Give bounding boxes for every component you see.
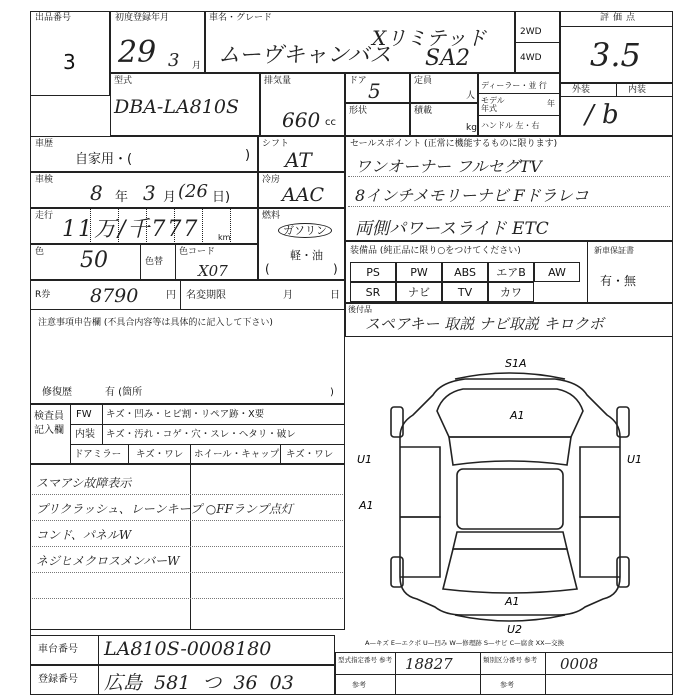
- color-code-label: 色コード: [179, 247, 216, 257]
- diagram-windshield: [449, 437, 571, 465]
- exterior-interior-values: / b: [585, 100, 619, 130]
- diagram-top-note: S1A: [505, 357, 527, 370]
- inspection-month-unit: 月: [163, 190, 177, 205]
- score-value: 3.5: [590, 36, 641, 74]
- inspector-label: 検査員 記入欄: [34, 411, 64, 436]
- equipment-item: ABS: [442, 262, 488, 282]
- cooler-value: AAC: [282, 184, 324, 206]
- handle-label: ハンドル 左・右: [481, 121, 540, 130]
- equipment-item: エアB: [488, 262, 534, 282]
- equipment-item: PW: [396, 262, 442, 282]
- warranty-value: 18827: [405, 655, 453, 673]
- grade-name: Xリミテッド: [372, 26, 487, 50]
- displacement-value: 660: [282, 108, 321, 132]
- equipment-item: ナビ: [396, 282, 442, 302]
- repair-value: 有 (箇所: [105, 387, 143, 398]
- mileage-unit: km: [218, 233, 231, 242]
- new-car-label: 新車保証書: [594, 246, 634, 255]
- interior-inspect-text: キズ・汚れ・コゲ・穴・スレ・ヘタリ・破レ: [106, 429, 296, 440]
- diagram-roof: [457, 469, 563, 529]
- repair-label: 修復歴: [42, 387, 72, 398]
- diagram-rear-window: [453, 532, 567, 549]
- inspection-month: 3: [143, 181, 156, 205]
- model-year-label: モデル 年式: [481, 96, 505, 113]
- recycle-unit: 円: [166, 290, 176, 301]
- inspection-label: 車検: [35, 175, 54, 185]
- diagram-right-note: U1: [627, 453, 643, 466]
- selling-point-1: ワンオーナー フルセグTV: [355, 157, 542, 176]
- equipment-item: PS: [350, 262, 396, 282]
- doors-value: 5: [368, 79, 381, 103]
- category-value: 0008: [560, 655, 599, 673]
- capacity-unit: 人: [466, 91, 476, 101]
- fuel-paren-close: ): [333, 262, 338, 276]
- mileage-value: 11万/千777: [62, 217, 200, 242]
- diagram-left-doors: [400, 447, 440, 517]
- lot-value: 3: [63, 50, 76, 74]
- inspection-day: (26: [178, 181, 208, 202]
- model-name: ムーヴキャンバス: [218, 43, 392, 68]
- diagram-right-rear-door: [580, 517, 620, 577]
- grade-code: SA2: [425, 46, 470, 71]
- equipment-item: SR: [350, 282, 396, 302]
- chassis-value: LA810S-0008180: [104, 638, 272, 660]
- diagram-front-bumper: [455, 373, 565, 379]
- first-reg-month: 3: [168, 50, 180, 71]
- fuel-paren-open: (: [265, 262, 270, 276]
- history-label: 車歴: [35, 139, 54, 149]
- diagram-right-doors: [580, 447, 620, 517]
- displacement-unit: cc: [325, 117, 336, 128]
- selling-point-3: 両側パワースライド ETC: [355, 219, 549, 239]
- inspection-year-unit: 年: [115, 190, 129, 205]
- selling-point-2: 8インチメモリーナビ Fドラレコ: [355, 186, 589, 205]
- remark-line: プリクラッシュ、レーンキープ ○FFランプ点灯: [36, 502, 293, 516]
- name-change-label: 名変期限: [186, 290, 226, 301]
- recycle-value: 8790: [90, 285, 139, 307]
- wheel-label: ホイール・キャップ: [194, 449, 280, 460]
- score-label: 評価点: [600, 13, 640, 23]
- first-reg-label: 初度登録年月: [115, 13, 170, 23]
- shift-label: シフト: [262, 139, 290, 149]
- fuel-label: 燃料: [262, 211, 281, 221]
- color-label: 色: [35, 247, 45, 257]
- remark-line: ネジヒメクロスメンバーW: [36, 554, 180, 568]
- after-parts-value: スペアキー 取説 ナビ取説 キロクボ: [365, 315, 604, 333]
- color-code-value: X07: [198, 262, 228, 280]
- shift-value: AT: [285, 148, 312, 172]
- equipment-item: TV: [442, 282, 488, 302]
- type-label: 型式: [114, 76, 133, 86]
- diagram-left-rear-door: [400, 517, 440, 577]
- first-reg-month-unit: 月: [192, 61, 202, 71]
- remark-line: コンド、パネルW: [36, 528, 132, 542]
- reg-value: 広島 581 つ 36 03: [104, 672, 294, 694]
- shape-label: 形状: [349, 106, 368, 116]
- diagram-wheel-fl: [391, 407, 403, 437]
- fw-text: キズ・凹み・ヒビ割・リペア跡・X要: [106, 409, 265, 420]
- diagram-wheel-fr: [617, 407, 629, 437]
- history-close: ): [245, 148, 251, 163]
- fw-label: FW: [76, 409, 92, 420]
- lot-label: 出品番号: [35, 13, 72, 23]
- capacity-label: 定員: [414, 76, 433, 86]
- warranty-label: 型式指定番号 参考: [338, 656, 393, 664]
- inspection-day-unit: 日): [212, 190, 231, 205]
- first-reg-year: 29: [118, 35, 157, 70]
- history-cell: [30, 136, 258, 172]
- after-parts-label: 後付品: [348, 305, 372, 314]
- model-label: 車名・グレード: [209, 13, 273, 23]
- new-car-value: 有・無: [600, 274, 637, 288]
- cooler-label: 冷房: [262, 175, 281, 185]
- equipment-item: AW: [534, 262, 580, 282]
- doors-label: ドア: [349, 76, 367, 86]
- drive-2wd: 2WD: [520, 27, 542, 37]
- sub-label-1: 参考: [352, 681, 366, 689]
- drive-4wd: 4WD: [520, 53, 542, 63]
- diagram-bottom-note: U2: [507, 623, 523, 636]
- fuel-value: [278, 222, 332, 238]
- diagram-rear-bumper: [455, 615, 565, 621]
- dealer-label: ディーラー・並 行: [481, 81, 547, 90]
- color-value: 50: [80, 248, 108, 273]
- fuel-value-text: ガソリン: [278, 223, 332, 238]
- name-change-month: 月: [283, 290, 293, 301]
- load-unit: kg: [466, 123, 477, 133]
- sub-label-2: 参考: [500, 681, 514, 689]
- equipment-item: カワ: [488, 282, 534, 302]
- repair-close: ): [330, 387, 334, 398]
- diagram-hood-note: A1: [510, 409, 525, 422]
- displacement-label: 排気量: [264, 76, 292, 86]
- remark-line: スマアシ故障表示: [36, 476, 132, 490]
- type-value: DBA-LA810S: [114, 96, 239, 118]
- load-label: 積載: [414, 106, 433, 116]
- exterior-label: 外装: [572, 85, 591, 95]
- diagram-left-note: U1: [357, 453, 373, 466]
- category-label: 類別区分番号 参考: [483, 656, 538, 664]
- mileage-label: 走行: [35, 211, 54, 221]
- wheel-text: キズ・ワレ: [286, 449, 334, 460]
- damage-legend: A—キズ E—エクボ U—凹み W—修理跡 S—サビ C—腐食 XX—交換: [365, 639, 565, 647]
- model-year-unit: 年: [547, 99, 555, 108]
- diagram-side-note: A1: [359, 499, 374, 512]
- interior-inspect-label: 内装: [75, 429, 95, 440]
- equipment-label: 装備品 (純正品に限り○をつけてください): [350, 246, 521, 256]
- mirror-label: ドアミラー: [74, 449, 122, 460]
- diagram-rear-hatch: [443, 549, 577, 593]
- fuel-alt: 軽・油: [290, 249, 323, 262]
- selling-points-label: セールスポイント (正常に機能するものに限ります): [350, 139, 558, 149]
- interior-label: 内装: [628, 85, 647, 95]
- inspection-year: 8: [90, 181, 103, 205]
- notes-label: 注意事項申告欄 (不具合内容等は具体的に記入して下さい): [38, 318, 273, 328]
- mirror-text: キズ・ワレ: [136, 449, 184, 460]
- damage-diagram: [345, 337, 673, 637]
- history-value: 自家用・(: [75, 152, 133, 167]
- color-change-label: 色替: [145, 257, 164, 267]
- chassis-label: 車台番号: [38, 644, 78, 655]
- reg-label: 登録番号: [38, 674, 78, 685]
- recycle-label: R券: [35, 290, 51, 300]
- diagram-rear-note: A1: [505, 595, 520, 608]
- name-change-day: 日: [330, 290, 340, 301]
